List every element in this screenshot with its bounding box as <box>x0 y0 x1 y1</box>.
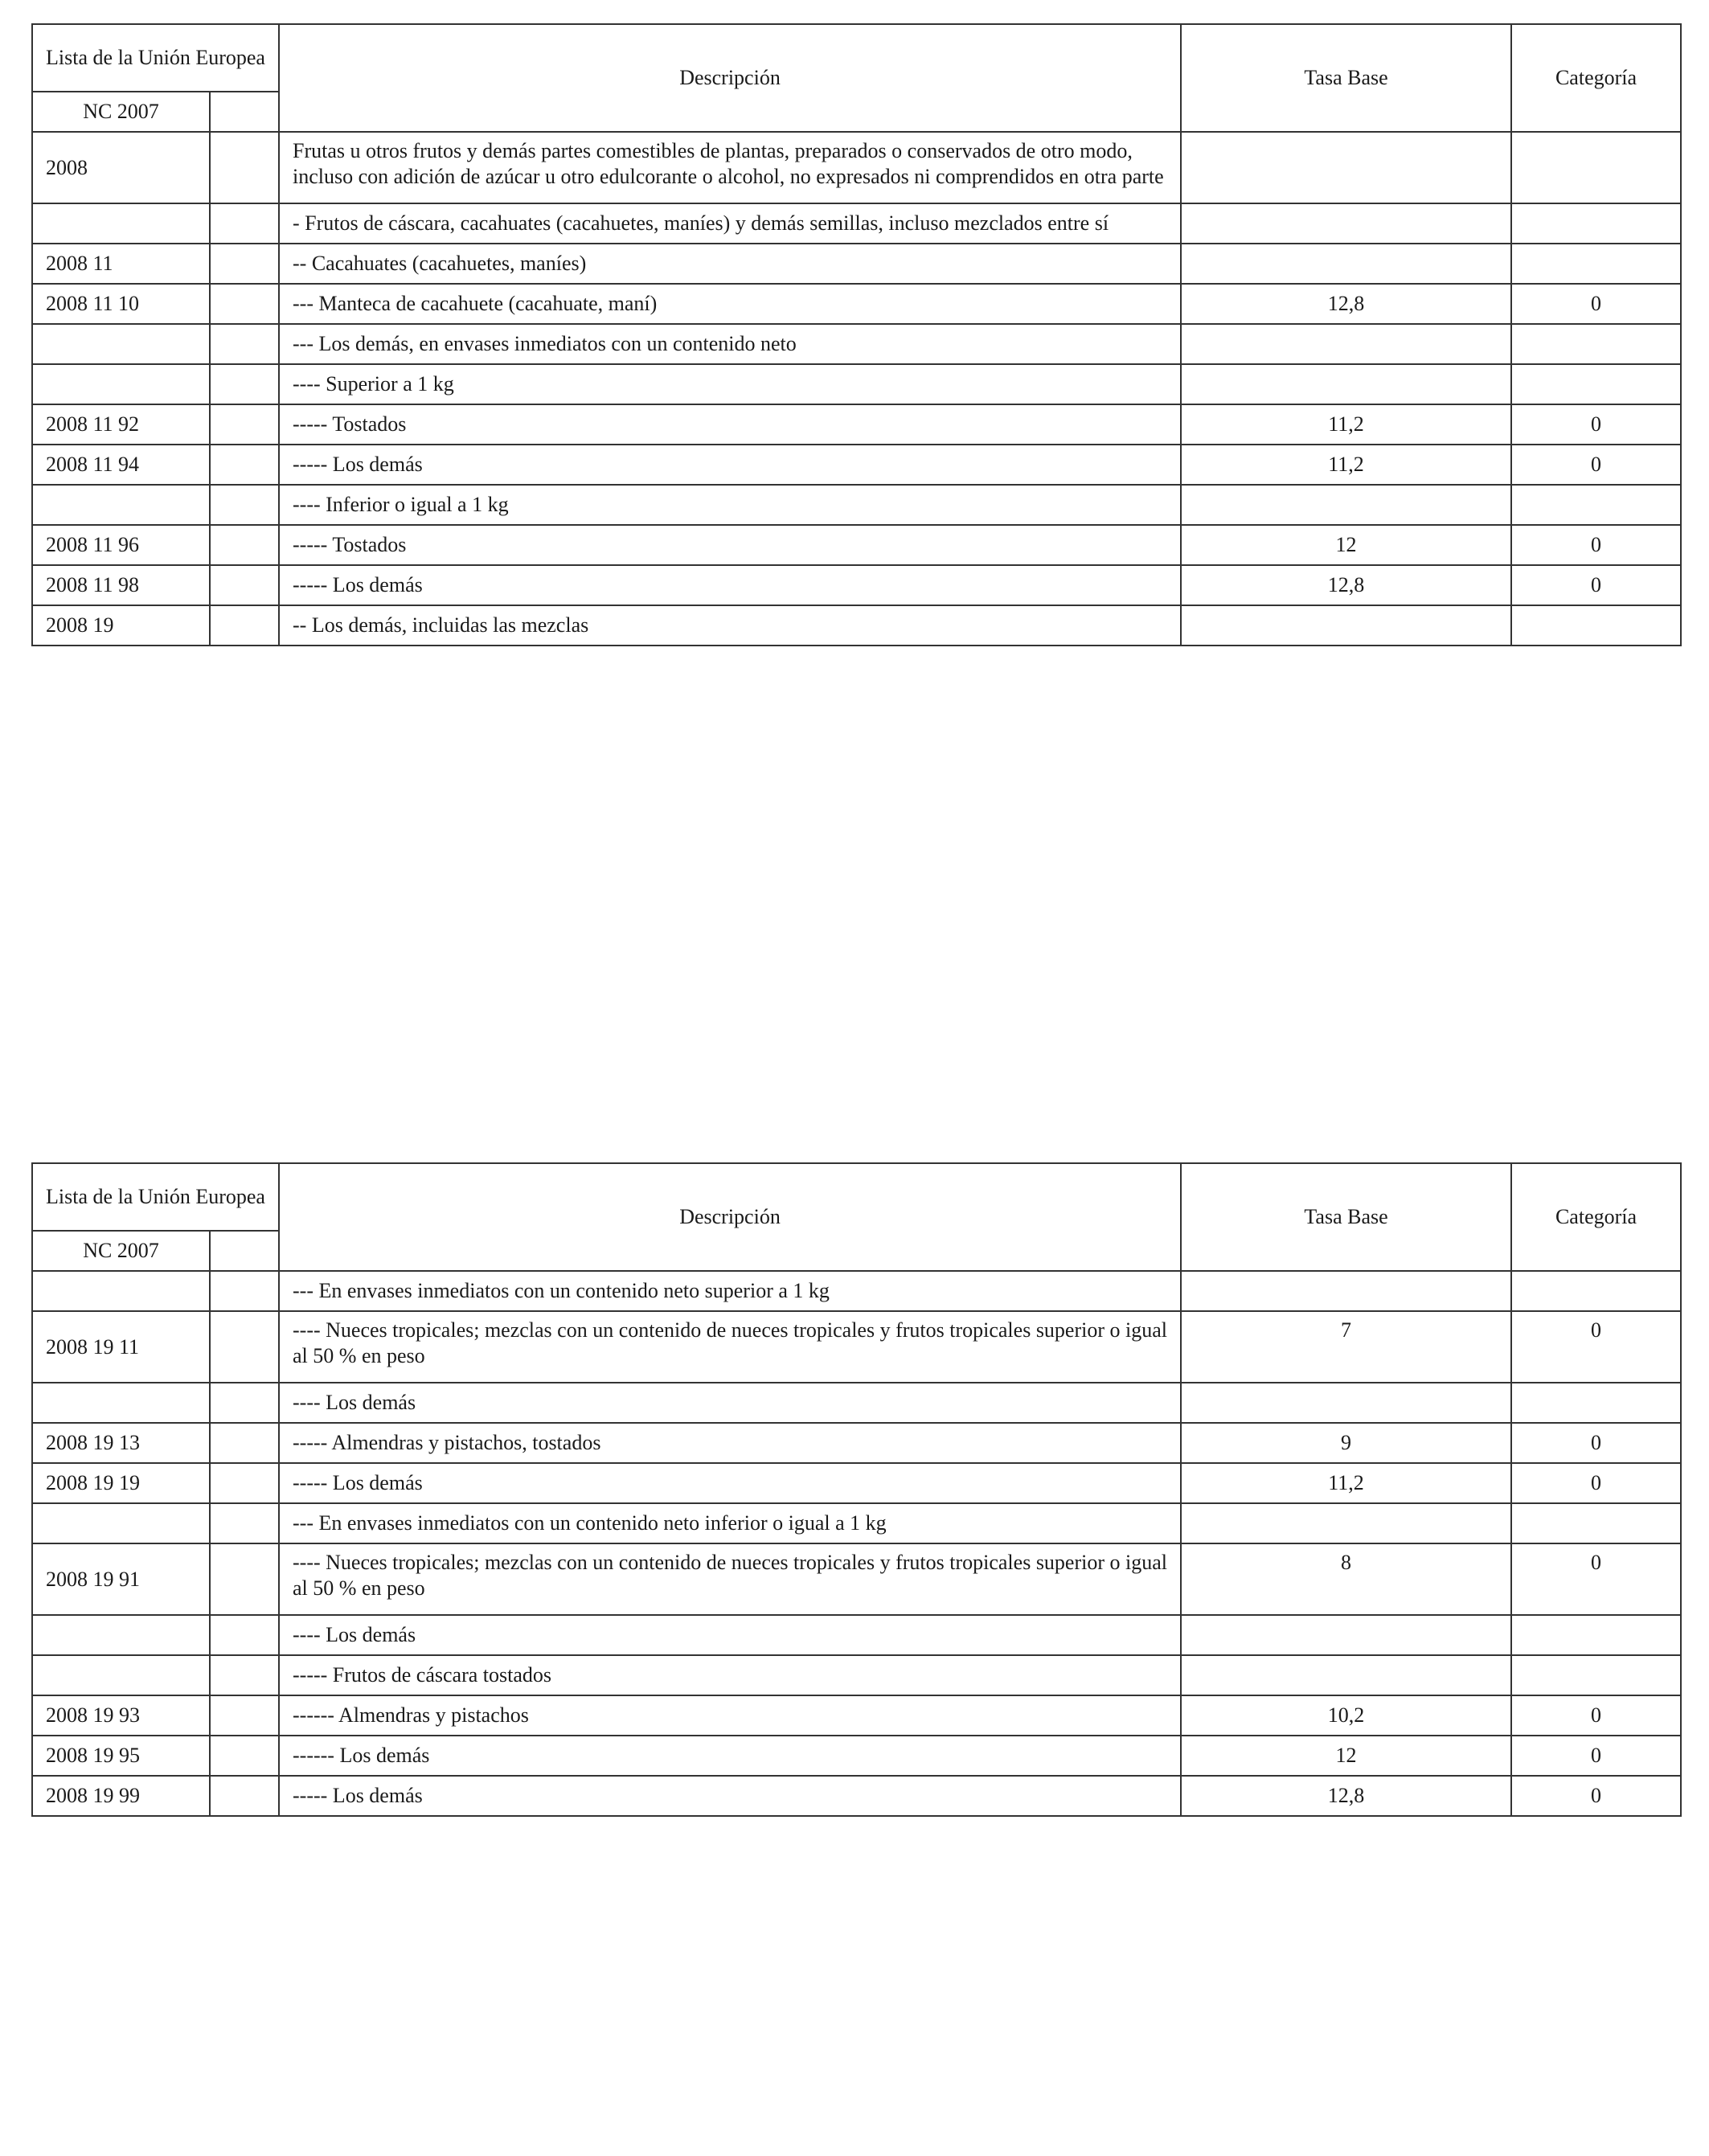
header-categoria: Categoría <box>1511 1163 1681 1271</box>
category-cell <box>1511 132 1681 203</box>
code-cell <box>32 1383 210 1423</box>
blank-cell <box>210 284 279 324</box>
rate-cell: 10,2 <box>1181 1695 1511 1736</box>
header-categoria: Categoría <box>1511 24 1681 132</box>
blank-cell <box>210 1503 279 1543</box>
code-cell: 2008 11 10 <box>32 284 210 324</box>
table-row <box>32 364 1681 404</box>
category-cell: 0 <box>1511 284 1681 324</box>
rate-cell <box>1181 244 1511 284</box>
description-cell: ----- Los demás <box>279 445 1181 485</box>
code-cell <box>32 364 210 404</box>
code-cell: 2008 19 <box>32 605 210 646</box>
category-cell: 0 <box>1511 1423 1681 1463</box>
blank-cell <box>210 1463 279 1503</box>
rate-cell: 7 <box>1181 1311 1511 1383</box>
category-cell: 0 <box>1511 1736 1681 1776</box>
table-row <box>32 445 1681 485</box>
blank-cell <box>210 244 279 284</box>
table-row <box>32 1695 1681 1736</box>
table-row <box>32 485 1681 525</box>
table-row <box>32 1655 1681 1695</box>
table-body <box>32 1271 1681 1816</box>
blank-cell <box>210 1615 279 1655</box>
table-row <box>32 1736 1681 1776</box>
rate-cell <box>1181 1503 1511 1543</box>
table-row <box>32 1615 1681 1655</box>
description-cell: ----- Almendras y pistachos, tostados <box>279 1423 1181 1463</box>
blank-cell <box>210 324 279 364</box>
code-cell: 2008 11 92 <box>32 404 210 445</box>
code-cell: 2008 19 11 <box>32 1311 210 1383</box>
description-cell: ----- Los demás <box>279 1776 1181 1816</box>
header-descripcion: Descripción <box>279 1163 1181 1271</box>
blank-cell <box>210 1423 279 1463</box>
rate-cell <box>1181 1271 1511 1311</box>
rate-cell: 12,8 <box>1181 284 1511 324</box>
rate-cell: 11,2 <box>1181 404 1511 445</box>
description-cell: ----- Los demás <box>279 1463 1181 1503</box>
rate-cell: 12 <box>1181 525 1511 565</box>
description-cell: ------ Los demás <box>279 1736 1181 1776</box>
description-cell: --- En envases inmediatos con un contenido neto inferior o igual a 1 kg <box>279 1503 1181 1543</box>
code-cell: 2008 11 96 <box>32 525 210 565</box>
description-cell: -- Cacahuates (cacahuetes, maníes) <box>279 244 1181 284</box>
code-cell: 2008 <box>32 132 210 203</box>
rate-cell: 12,8 <box>1181 1776 1511 1816</box>
category-cell: 0 <box>1511 525 1681 565</box>
rate-cell: 11,2 <box>1181 445 1511 485</box>
table-row <box>32 1776 1681 1816</box>
rate-cell: 8 <box>1181 1543 1511 1615</box>
tariff-table-2 <box>31 1162 1682 1817</box>
category-cell <box>1511 1615 1681 1655</box>
blank-cell <box>210 1543 279 1615</box>
header-nc-2007: NC 2007 <box>32 1231 210 1271</box>
description-cell: - Frutos de cáscara, cacahuates (cacahuetes, maníes) y demás semillas, incluso mezclados entre sí <box>279 203 1181 244</box>
code-cell <box>32 1655 210 1695</box>
table-row <box>32 132 1681 203</box>
rate-cell: 12 <box>1181 1736 1511 1776</box>
code-cell: 2008 19 99 <box>32 1776 210 1816</box>
blank-cell <box>210 1695 279 1736</box>
code-cell: 2008 19 93 <box>32 1695 210 1736</box>
table-row <box>32 605 1681 646</box>
rate-cell: 9 <box>1181 1423 1511 1463</box>
category-cell <box>1511 244 1681 284</box>
description-cell: ---- Los demás <box>279 1615 1181 1655</box>
description-cell: ---- Los demás <box>279 1383 1181 1423</box>
category-cell: 0 <box>1511 565 1681 605</box>
header-lista: Lista de la Unión Europea <box>32 24 279 92</box>
category-cell <box>1511 485 1681 525</box>
blank-cell <box>210 1776 279 1816</box>
table-row <box>32 565 1681 605</box>
code-cell: 2008 19 13 <box>32 1423 210 1463</box>
category-cell: 0 <box>1511 1543 1681 1615</box>
code-cell: 2008 11 98 <box>32 565 210 605</box>
rate-cell <box>1181 324 1511 364</box>
rate-cell <box>1181 605 1511 646</box>
category-cell <box>1511 364 1681 404</box>
category-cell <box>1511 1503 1681 1543</box>
description-cell: ---- Inferior o igual a 1 kg <box>279 485 1181 525</box>
table-row <box>32 1271 1681 1311</box>
table-row <box>32 525 1681 565</box>
category-cell <box>1511 1655 1681 1695</box>
code-cell <box>32 324 210 364</box>
description-cell: --- Manteca de cacahuete (cacahuate, maní) <box>279 284 1181 324</box>
description-cell: ---- Nueces tropicales; mezclas con un contenido de nueces tropicales y frutos tropicales superior o igual al 50 % en peso <box>279 1543 1181 1615</box>
blank-cell <box>210 605 279 646</box>
category-cell: 0 <box>1511 1311 1681 1383</box>
header-nc-2007: NC 2007 <box>32 92 210 132</box>
blank-cell <box>210 1271 279 1311</box>
description-cell: ------ Almendras y pistachos <box>279 1695 1181 1736</box>
description-cell: ---- Superior a 1 kg <box>279 364 1181 404</box>
table-row <box>32 244 1681 284</box>
description-cell: --- En envases inmediatos con un contenido neto superior a 1 kg <box>279 1271 1181 1311</box>
blank-cell <box>210 565 279 605</box>
tariff-table-1 <box>31 23 1682 646</box>
code-cell: 2008 19 95 <box>32 1736 210 1776</box>
description-cell: ---- Nueces tropicales; mezclas con un contenido de nueces tropicales y frutos tropicales superior o igual al 50 % en peso <box>279 1311 1181 1383</box>
category-cell <box>1511 203 1681 244</box>
rate-cell <box>1181 203 1511 244</box>
category-cell: 0 <box>1511 404 1681 445</box>
description-cell: ----- Tostados <box>279 525 1181 565</box>
blank-cell <box>210 525 279 565</box>
table-body <box>32 132 1681 646</box>
table-row <box>32 1423 1681 1463</box>
rate-cell <box>1181 132 1511 203</box>
table-row <box>32 284 1681 324</box>
table-header <box>32 24 1681 132</box>
rate-cell <box>1181 1383 1511 1423</box>
category-cell: 0 <box>1511 1776 1681 1816</box>
table-row <box>32 1383 1681 1423</box>
rate-cell <box>1181 1615 1511 1655</box>
rate-cell <box>1181 1655 1511 1695</box>
blank-cell <box>210 485 279 525</box>
header-tasa-base: Tasa Base <box>1181 1163 1511 1271</box>
code-cell: 2008 19 19 <box>32 1463 210 1503</box>
description-cell: Frutas u otros frutos y demás partes comestibles de plantas, preparados o conservados de otro modo, incluso con adición de azúcar u otro edulcorante o alcohol, no expresados ni comprendidos en otra parte <box>279 132 1181 203</box>
header-descripcion: Descripción <box>279 24 1181 132</box>
category-cell <box>1511 324 1681 364</box>
description-cell: --- Los demás, en envases inmediatos con un contenido neto <box>279 324 1181 364</box>
code-cell: 2008 19 91 <box>32 1543 210 1615</box>
description-cell: ----- Frutos de cáscara tostados <box>279 1655 1181 1695</box>
category-cell: 0 <box>1511 1463 1681 1503</box>
blank-cell <box>210 203 279 244</box>
table-row <box>32 1503 1681 1543</box>
description-cell: -- Los demás, incluidas las mezclas <box>279 605 1181 646</box>
table-row <box>32 324 1681 364</box>
blank-cell <box>210 1383 279 1423</box>
table-row <box>32 203 1681 244</box>
description-cell: ----- Tostados <box>279 404 1181 445</box>
blank-cell <box>210 364 279 404</box>
blank-cell <box>210 132 279 203</box>
code-cell <box>32 1503 210 1543</box>
table-row <box>32 1543 1681 1615</box>
header-tasa-base: Tasa Base <box>1181 24 1511 132</box>
rate-cell: 11,2 <box>1181 1463 1511 1503</box>
category-cell <box>1511 1271 1681 1311</box>
header-blank-cell <box>210 1231 279 1271</box>
header-blank-cell <box>210 92 279 132</box>
code-cell <box>32 1615 210 1655</box>
code-cell <box>32 485 210 525</box>
code-cell <box>32 203 210 244</box>
rate-cell <box>1181 364 1511 404</box>
table-row <box>32 1311 1681 1383</box>
blank-cell <box>210 1655 279 1695</box>
blank-cell <box>210 404 279 445</box>
code-cell: 2008 11 <box>32 244 210 284</box>
rate-cell <box>1181 485 1511 525</box>
table-row <box>32 1463 1681 1503</box>
blank-cell <box>210 1736 279 1776</box>
description-cell: ----- Los demás <box>279 565 1181 605</box>
code-cell: 2008 11 94 <box>32 445 210 485</box>
header-lista: Lista de la Unión Europea <box>32 1163 279 1231</box>
blank-cell <box>210 445 279 485</box>
blank-cell <box>210 1311 279 1383</box>
table-header <box>32 1163 1681 1271</box>
category-cell <box>1511 1383 1681 1423</box>
rate-cell: 12,8 <box>1181 565 1511 605</box>
table-row <box>32 404 1681 445</box>
category-cell: 0 <box>1511 445 1681 485</box>
category-cell <box>1511 605 1681 646</box>
code-cell <box>32 1271 210 1311</box>
category-cell: 0 <box>1511 1695 1681 1736</box>
